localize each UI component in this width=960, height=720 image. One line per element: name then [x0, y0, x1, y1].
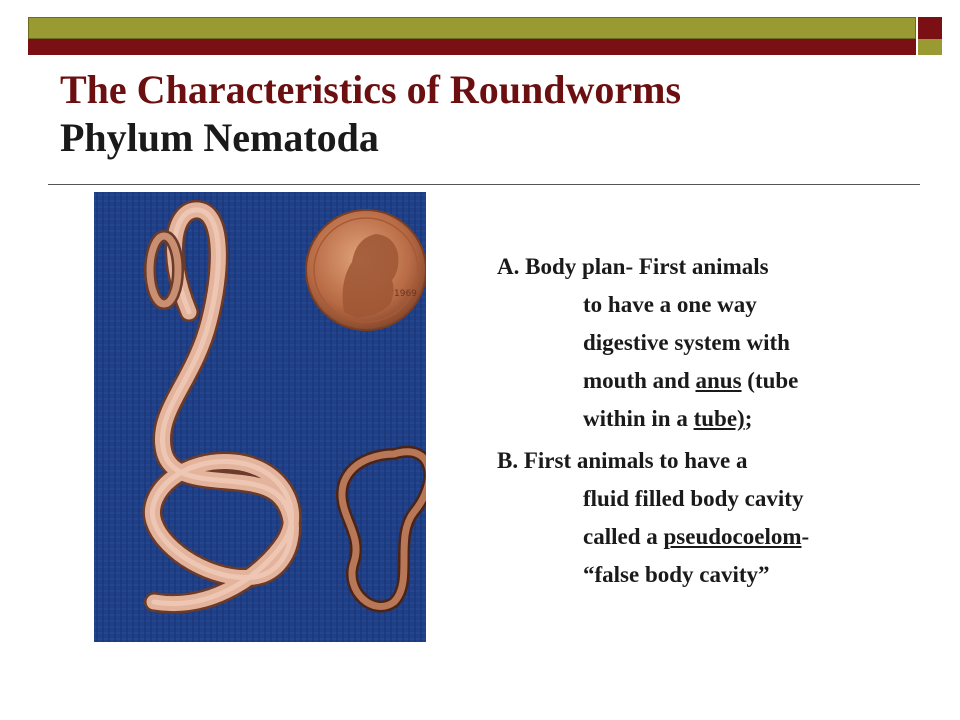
point-b-line-2: fluid filled body cavity [583, 486, 804, 511]
body-text [497, 248, 917, 598]
point-a-line-4-post: (tube [741, 368, 799, 393]
header-square-olive [918, 39, 942, 55]
point-b-line-1: B. First animals to have a [497, 448, 748, 473]
point-a [497, 248, 917, 438]
title-line-2: Phylum Nematoda [60, 115, 379, 160]
point-a-line-5-pre: within in a [583, 406, 694, 431]
header-bar-olive [28, 17, 916, 39]
term-anus: anus [695, 368, 742, 393]
point-a-line-4-pre: mouth and [583, 368, 696, 393]
point-b-line-3 [497, 518, 917, 556]
roundworm-photo [94, 192, 426, 642]
point-a-line-5-post: ; [744, 406, 753, 431]
point-a-line-4 [497, 362, 917, 400]
point-a-line-2: to have a one way [583, 292, 757, 317]
roundworm-illustration [94, 192, 426, 642]
penny-coin [306, 210, 426, 330]
point-a-line-1: A. Body plan- First animals [497, 254, 769, 279]
point-b [497, 442, 917, 594]
point-b-line-3-pre: called a [583, 524, 664, 549]
term-pseudocoelom: pseudocoelom [663, 524, 802, 549]
point-b-line-3-post: - [801, 524, 810, 549]
header-bar-maroon [28, 39, 916, 55]
title-divider [48, 184, 920, 185]
coin-year: 1969 [394, 289, 417, 299]
point-b-line-4: “false body cavity” [583, 562, 770, 587]
title-line-1: The Characteristics of Roundworms [60, 67, 682, 112]
point-a-line-3: digestive system with [583, 330, 790, 355]
point-a-line-5 [497, 400, 917, 438]
term-tube: tube) [693, 406, 745, 431]
header-square-maroon [918, 17, 942, 39]
slide-title [60, 66, 920, 162]
